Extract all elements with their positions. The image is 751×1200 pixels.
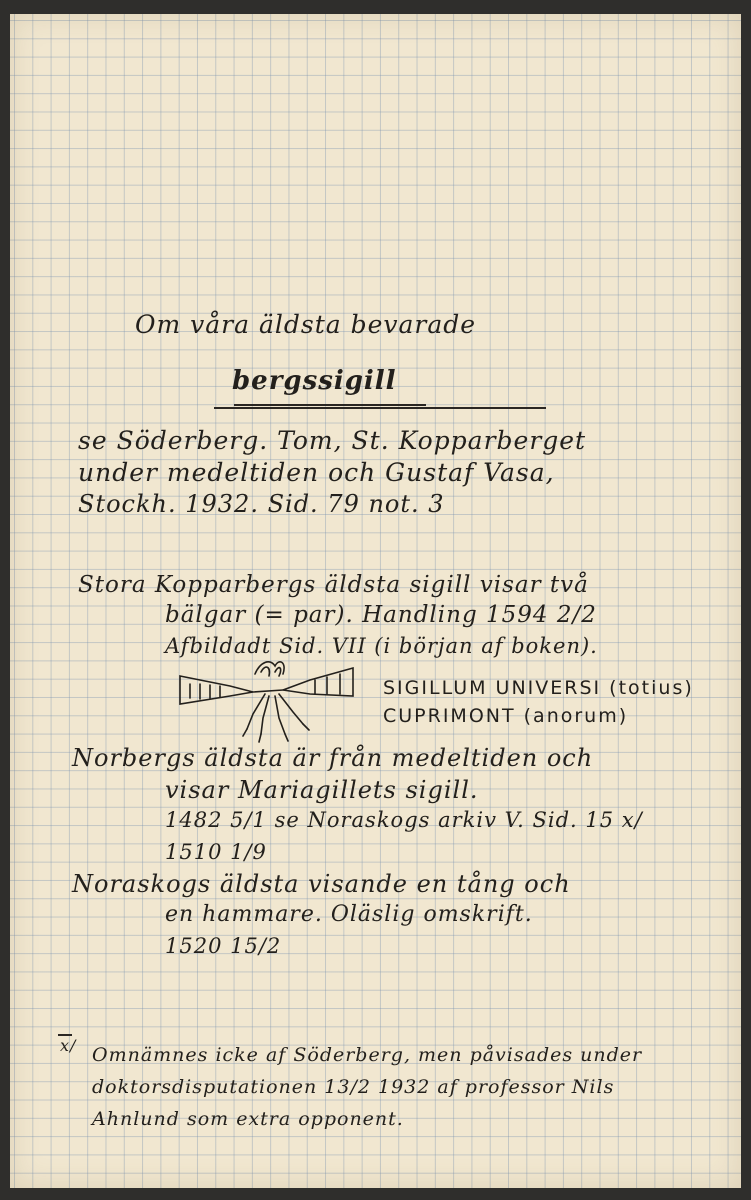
manuscript-page: [10, 14, 741, 1188]
footnote-mark-bar: [58, 1034, 72, 1036]
norberg-line-3: 1482 5/1 se Noraskogs arkiv V. Sid. 15 x/: [165, 808, 643, 832]
footnote-mark: x/: [60, 1036, 77, 1055]
noraskog-line-1: Noraskogs äldsta visande en tång och: [72, 870, 571, 898]
footnote-line-3: Ahnlund som extra opponent.: [92, 1108, 404, 1130]
footnote-line-1: Omnämnes icke af Söderberg, men påvisades under: [92, 1044, 643, 1066]
title-line: Om våra äldsta bevarade: [135, 310, 477, 339]
title-underline: [234, 404, 426, 406]
reference-line-3: Stockh. 1932. Sid. 79 not. 3: [78, 490, 445, 518]
reference-line-1: se Söderberg. Tom, St. Kopparberget: [78, 426, 587, 455]
reference-line-2: under medeltiden och Gustaf Vasa,: [78, 458, 555, 487]
noraskog-line-3: 1520 15/2: [165, 934, 282, 958]
noraskog-line-2: en hammare. Oläslig omskrift.: [165, 902, 533, 927]
stora-line-3: Afbildadt Sid. VII (i början af boken).: [165, 634, 598, 658]
norberg-line-1: Norbergs äldsta är från medeltiden och: [72, 744, 594, 772]
section-divider: [214, 407, 546, 409]
inscription-line-1: SIGILLUM UNIVERSI (totius): [383, 677, 694, 699]
title-word: bergssigill: [232, 366, 397, 396]
stora-line-1: Stora Kopparbergs äldsta sigill visar två: [78, 572, 589, 598]
bellows-seal-sketch: [175, 654, 365, 744]
inscription-line-2: CUPRIMONT (anorum): [383, 705, 629, 727]
stora-line-2: bälgar (= par). Handling 1594 2/2: [165, 602, 597, 628]
norberg-line-2: visar Mariagillets sigill.: [165, 776, 479, 804]
footnote-line-2: doktorsdisputationen 13/2 1932 af professor Nils: [92, 1076, 615, 1098]
norberg-line-4: 1510 1/9: [165, 840, 267, 864]
